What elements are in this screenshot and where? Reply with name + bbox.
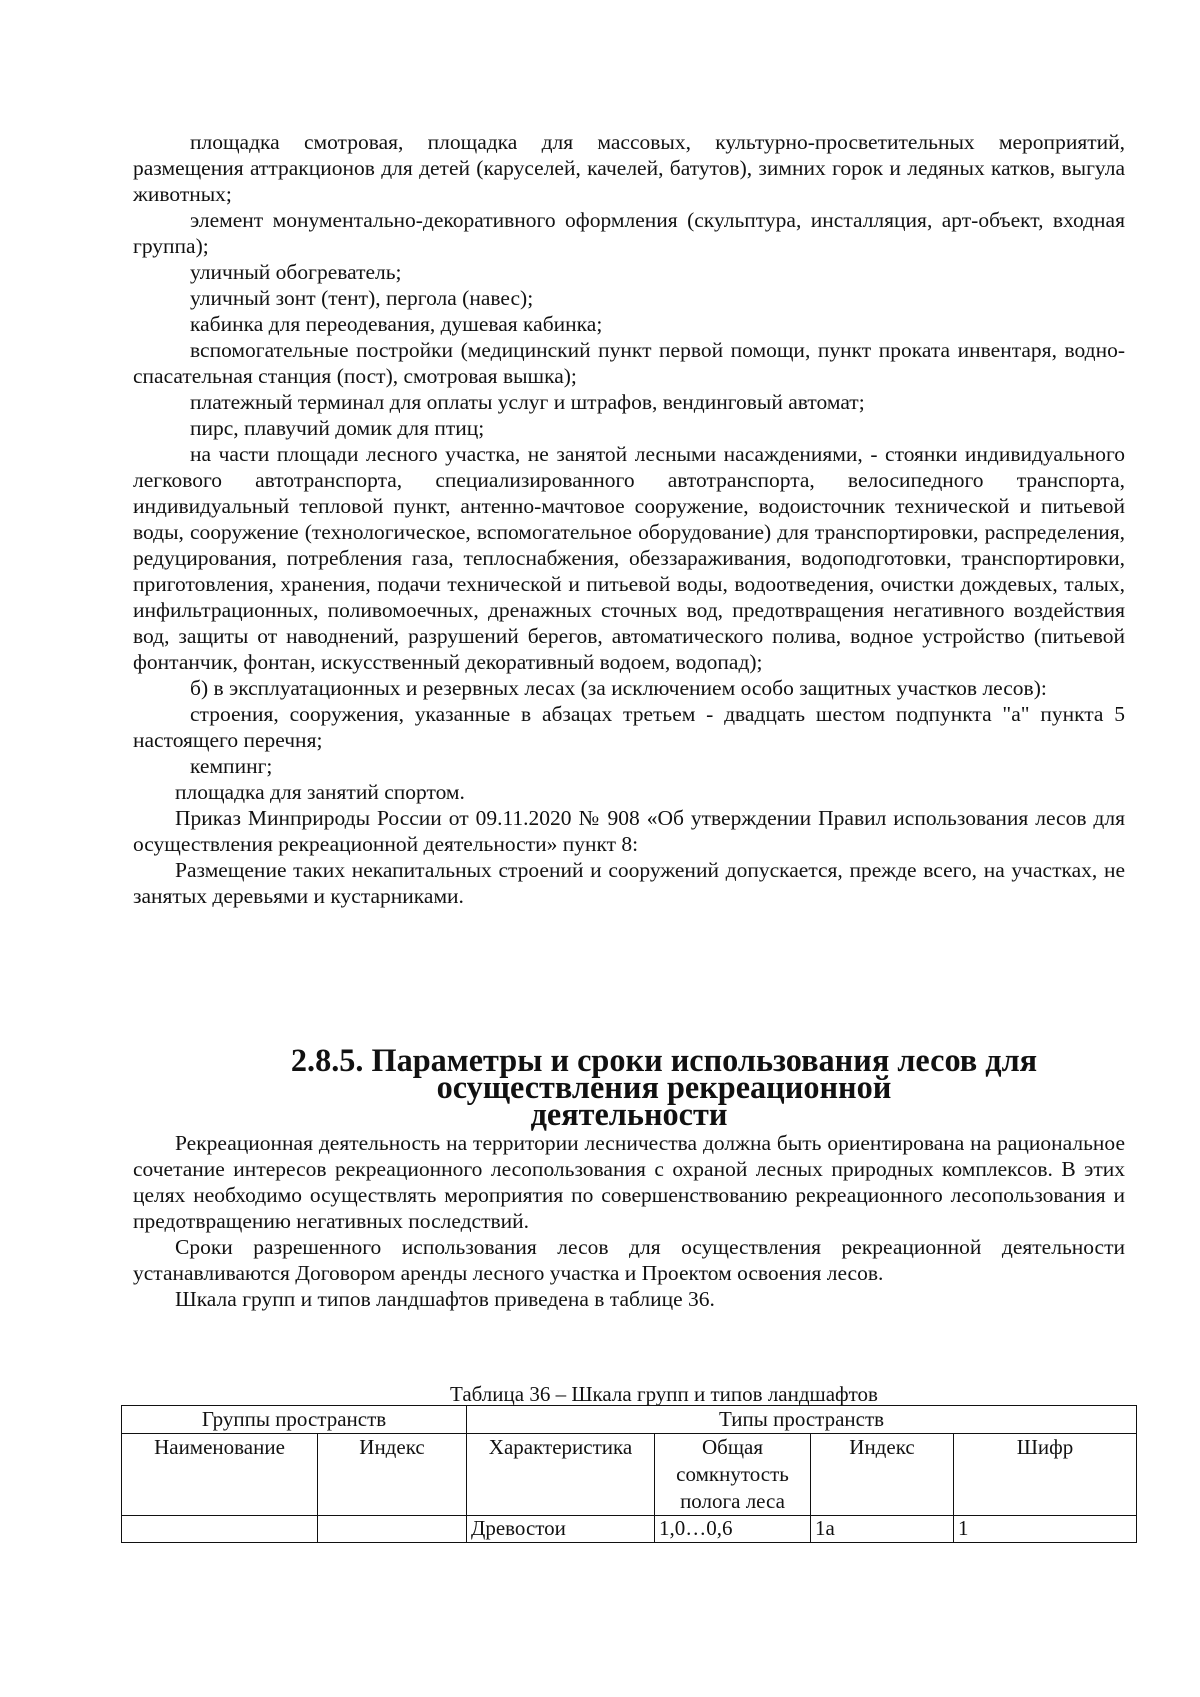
table-cell	[122, 1516, 318, 1543]
paragraph: площадка смотровая, площадка для массовых, культурно-просветительных мероприятий, размещения аттракционов для детей (каруселей, качелей, батутов), зимних горок и ледяных катков, выгула животных;	[133, 130, 1125, 206]
paragraph: кемпинг;	[190, 754, 273, 778]
table-column-header: Индекс	[318, 1434, 467, 1516]
table-column-header: Наименование	[122, 1434, 318, 1516]
paragraph: строения, сооружения, указанные в абзацах третьем - двадцать шестом подпункта "а" пункта 5 настоящего перечня;	[133, 702, 1125, 752]
table-column-header: Шифр	[954, 1434, 1137, 1516]
table-column-header: Характеристика	[467, 1434, 655, 1516]
paragraph: платежный терминал для оплаты услуг и штрафов, вендинговый автомат;	[190, 390, 865, 414]
table-column-header: Общая сомкнутость полога леса	[655, 1434, 811, 1516]
table-cell: 1,0…0,6	[655, 1516, 811, 1543]
text-block-lower	[133, 1130, 1125, 1312]
landscape-scale-table	[121, 1405, 1137, 1543]
paragraph: элемент монументально-декоративного оформления (скульптура, инсталляция, арт-объект, входная группа);	[133, 208, 1125, 258]
paragraph: пирс, плавучий домик для птиц;	[190, 416, 485, 440]
paragraph: Шкала групп и типов ландшафтов приведена в таблице 36.	[175, 1287, 715, 1311]
table-cell: 1а	[811, 1516, 954, 1543]
table-cell: 1	[954, 1516, 1137, 1543]
paragraph: Сроки разрешенного использования лесов для осуществления рекреационной деятельности устанавливаются Договором аренды лесного участка и Проектом освоения лесов.	[133, 1235, 1125, 1285]
paragraph: на части площади лесного участка, не занятой лесными насаждениями, - стоянки индивидуального легкового автотранспорта, специализированного автотранспорта, велосипедного транспорта, индивидуальный тепловой пункт, антенно-мачтовое сооружение, водоисточник технической и питьевой воды, сооружение (технологическое, вспомогательное оборудование) для транспортировки, распределения, редуцирования, потребления газа, теплоснабжения, обеззараживания, водоподготовки, транспортировки, приготовления, хранения, подачи технической и питьевой воды, водоотведения, очистки дождевых, талых, инфильтрационных, поливомоечных, дренажных сточных вод, предотвращения негативного воздействия вод, защиты от наводнений, разрушений берегов, автоматического полива, водное устройство (питьевой фонтанчик, фонтан, искусственный декоративный водоем, водопад);	[133, 442, 1125, 674]
paragraph: уличный зонт (тент), пергола (навес);	[190, 286, 534, 310]
table-cell	[318, 1516, 467, 1543]
table-row	[122, 1516, 1137, 1543]
table-column-header-row	[122, 1434, 1137, 1516]
paragraph: кабинка для переодевания, душевая кабинка;	[190, 312, 603, 336]
paragraph: Приказ Минприроды России от 09.11.2020 № 908 «Об утверждении Правил использования лесов для осуществления рекреационной деятельности» пункт 8:	[133, 806, 1125, 856]
table-caption: Таблица 36 – Шкала групп и типов ландшафтов	[450, 1382, 878, 1406]
table-group-header-row	[122, 1406, 1137, 1434]
table-column-header: Индекс	[811, 1434, 954, 1516]
text-block-upper	[133, 129, 1125, 909]
section-heading	[133, 1042, 1125, 1132]
table-group-header: Типы пространств	[467, 1406, 1137, 1434]
section-heading-line-1: 2.8.5. Параметры и сроки использования лесов для осуществления рекреационной	[290, 1042, 1038, 1105]
paragraph: площадка для занятий спортом.	[175, 780, 465, 804]
paragraph: уличный обогреватель;	[190, 260, 402, 284]
paragraph: вспомогательные постройки (медицинский пункт первой помощи, пункт проката инвентаря, водно-спасательная станция (пост), смотровая вышка);	[133, 338, 1125, 388]
paragraph: Размещение таких некапитальных строений и сооружений допускается, прежде всего, на участках, не занятых деревьями и кустарниками.	[133, 858, 1125, 908]
table-group-header: Группы пространств	[122, 1406, 467, 1434]
section-heading-line-2: деятельности	[530, 1096, 728, 1132]
paragraph: б) в эксплуатационных и резервных лесах (за исключением особо защитных участков лесов):	[190, 676, 1047, 700]
paragraph: Рекреационная деятельность на территории лесничества должна быть ориентирована на рациональное сочетание интересов рекреационного лесопользования с охраной лесных природных комплексов. В этих целях необходимо осуществлять мероприятия по совершенствованию рекреационного лесопользования и предотвращению негативных последствий.	[133, 1131, 1125, 1233]
table-cell: Древостои	[467, 1516, 655, 1543]
